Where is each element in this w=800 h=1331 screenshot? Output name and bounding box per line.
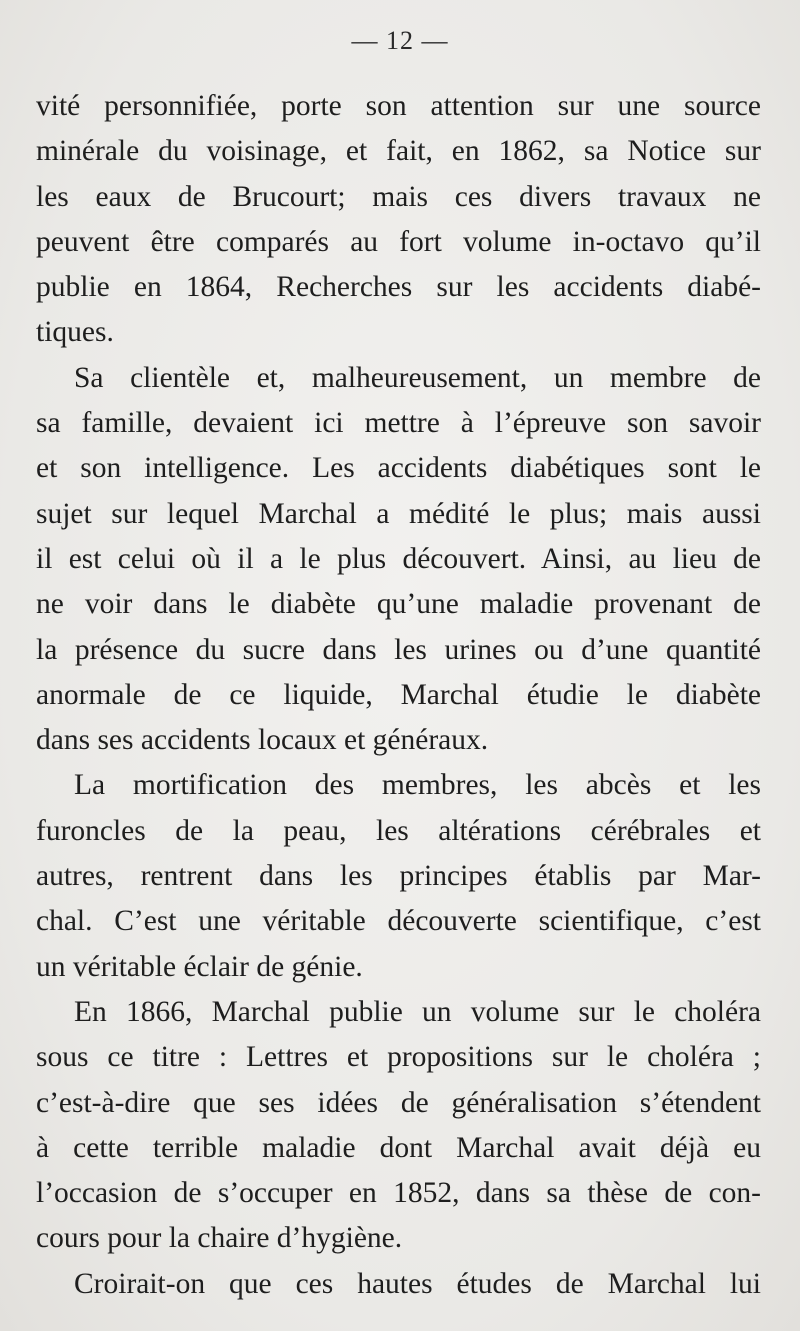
text-line: furoncles de la peau, les altérations cérébrales et [36,814,761,847]
text-line: c’est-à-dire que ses idées de généralisation s’étendent [36,1086,761,1119]
text-line: dans ses accidents locaux et généraux. [36,724,489,757]
page-number: — 12 — [351,26,449,55]
text-line: et son intelligence. Les accidents diabétiques sont le [36,452,761,485]
text-line: tiques. [36,316,114,349]
text-line: un véritable éclair de génie. [36,950,363,983]
text-line: les eaux de Brucourt; mais ces divers travaux ne [36,180,761,213]
body-text [36,84,761,1307]
text-line: ne voir dans le diabète qu’une maladie provenant de [36,588,761,621]
text-line: anormale de ce liquide, Marchal étudie le diabète [36,678,761,711]
text-line: publie en 1864, Recherches sur les accidents diabé- [36,271,761,304]
text-line: chal. C’est une véritable découverte scientifique, c’est [36,905,761,938]
text-line: peuvent être comparés au fort volume in-octavo qu’il [36,225,761,258]
text-line: la présence du sucre dans les urines ou d’une quantité [36,633,761,666]
text-line: vité personnifiée, porte son attention sur une source [36,90,761,122]
text-line: l’occasion de s’occuper en 1852, dans sa thèse de con- [36,1177,761,1210]
text-line: autres, rentrent dans les principes établis par Mar- [36,860,761,893]
paragraph-start-line: En 1866, Marchal publie un volume sur le choléra [74,995,761,1028]
paragraph-start-line: La mortification des membres, les abcès et les [74,769,761,802]
text-line: sujet sur lequel Marchal a médité le plus; mais aussi [36,497,761,530]
paragraph-start-line: Croirait-on que ces hautes études de Marchal lui [74,1267,761,1300]
text-line: il est celui où il a le plus découvert. Ainsi, au lieu de [36,542,761,575]
text-line: à cette terrible maladie dont Marchal avait déjà eu [36,1131,761,1164]
text-line: cours pour la chaire d’hygiène. [36,1222,403,1255]
text-line: sa famille, devaient ici mettre à l’épreuve son savoir [36,407,761,440]
paragraph-start-line: Sa clientèle et, malheureusement, un membre de [74,361,761,394]
text-line: sous ce titre : Lettres et propositions sur le choléra ; [36,1041,761,1074]
text-line: minérale du voisinage, et fait, en 1862, sa Notice sur [36,135,761,168]
